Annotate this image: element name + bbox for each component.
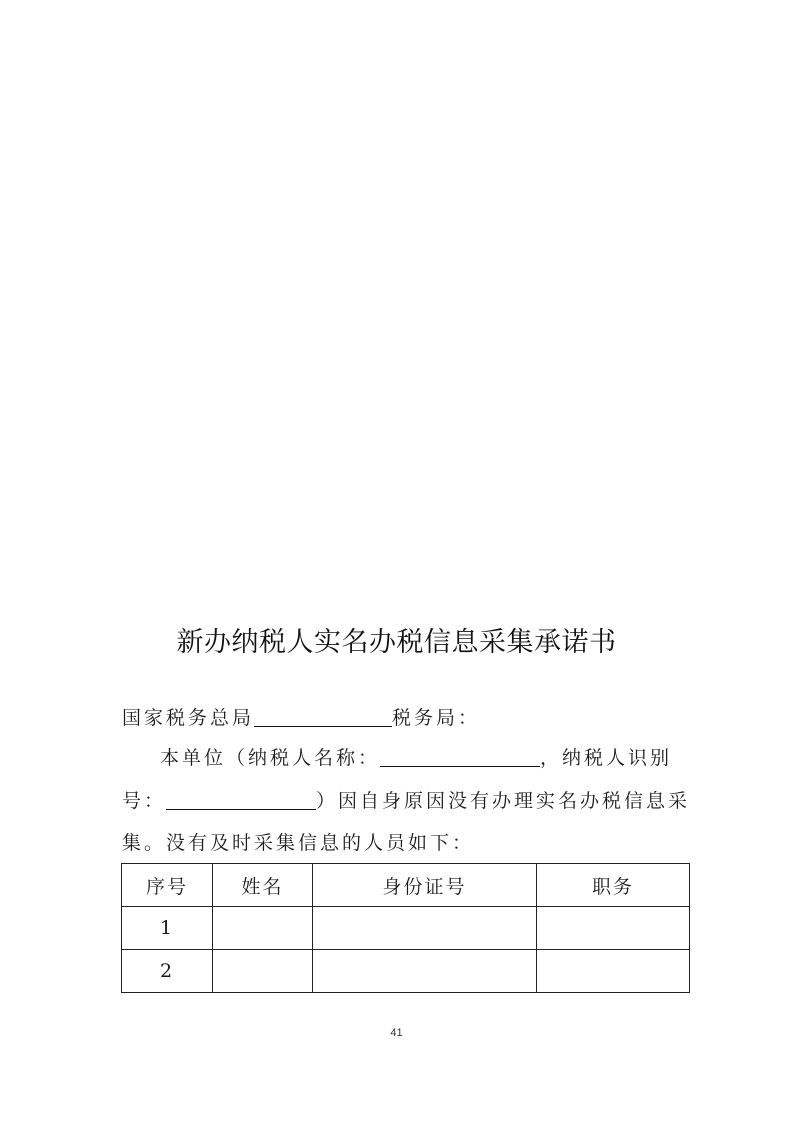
cell-position[interactable]: [537, 907, 690, 950]
document-title: 新办纳税人实名办税信息采集承诺书: [176, 627, 617, 658]
taxpayer-id-suffix: ）因自身原因没有办理实名办税信息采: [316, 790, 691, 812]
taxpayer-id-prefix: 号：: [122, 790, 167, 812]
taxpayer-name-line: [160, 743, 672, 770]
cell-id-number[interactable]: [313, 950, 537, 993]
salutation-suffix: 税务局：: [392, 707, 481, 729]
tax-bureau-blank[interactable]: [254, 706, 392, 727]
salutation-line: [122, 703, 480, 730]
header-position: 职务: [537, 864, 690, 907]
taxpayer-name-suffix: ，纳税人识别: [540, 747, 673, 769]
cell-id-number[interactable]: [313, 907, 537, 950]
cell-serial: 2: [122, 950, 213, 993]
table-header-row: [122, 864, 690, 907]
header-name: 姓名: [213, 864, 313, 907]
salutation-prefix: 国家税务总局: [122, 707, 255, 729]
cell-name[interactable]: [213, 950, 313, 993]
cell-name[interactable]: [213, 907, 313, 950]
staff-intro-line: 集。没有及时采集信息的人员如下：: [122, 832, 475, 854]
cell-serial: 1: [122, 907, 213, 950]
table-row: [122, 950, 690, 993]
taxpayer-id-blank[interactable]: [166, 789, 316, 810]
staff-table: [121, 863, 690, 993]
taxpayer-id-line: [122, 786, 690, 813]
cell-position[interactable]: [537, 950, 690, 993]
table-row: [122, 907, 690, 950]
page-number: 41: [390, 1027, 403, 1039]
taxpayer-name-blank[interactable]: [380, 746, 540, 767]
taxpayer-name-prefix: 本单位（纳税人名称：: [160, 747, 381, 769]
header-serial: 序号: [122, 864, 213, 907]
header-id-number: 身份证号: [313, 864, 537, 907]
